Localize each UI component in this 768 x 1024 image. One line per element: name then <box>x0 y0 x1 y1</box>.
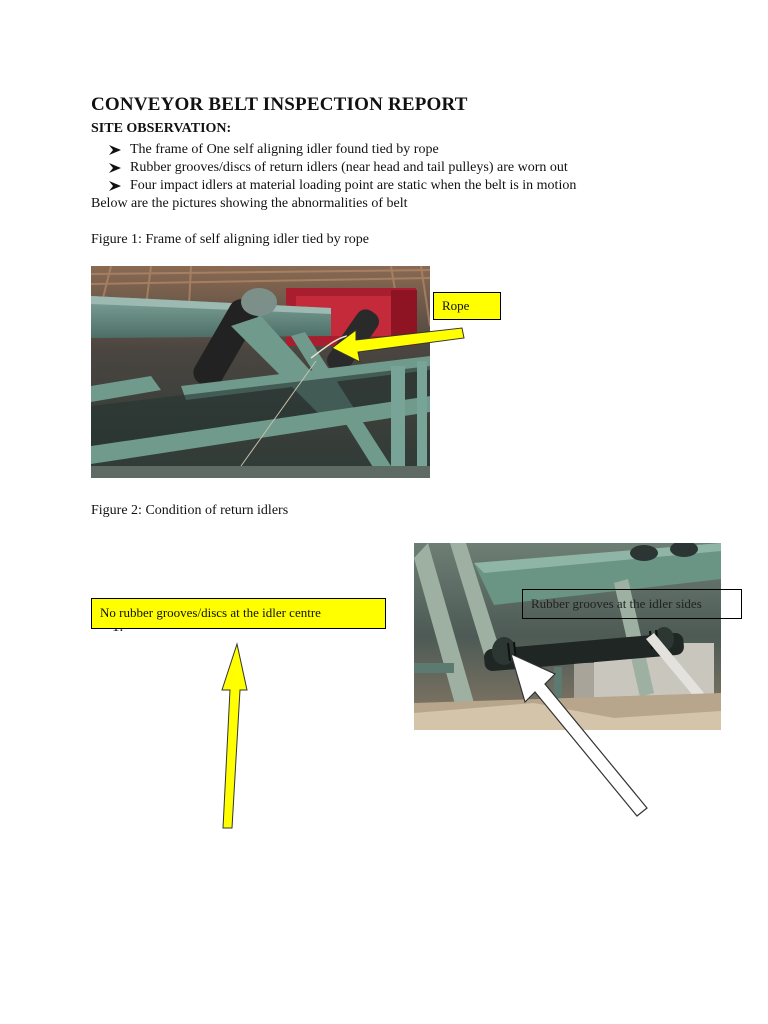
figure2-yellow-arrow <box>220 642 250 832</box>
arrow-bullet-icon <box>108 144 122 156</box>
observation-item <box>108 142 439 158</box>
intro-text: Below are the pictures showing the abnormalities of belt <box>91 196 408 211</box>
figure2-caption: Figure 2: Condition of return idlers <box>91 503 289 518</box>
observation-item <box>108 178 576 194</box>
grooves-sides-callout: Rubber grooves at the idler sides <box>522 589 742 619</box>
report-title: CONVEYOR BELT INSPECTION REPORT <box>91 94 468 115</box>
no-grooves-callout: No rubber grooves/discs at the idler centre <box>91 598 386 629</box>
figure1-yellow-arrow <box>330 322 470 362</box>
figure1-caption: Figure 1: Frame of self aligning idler tied by rope <box>91 232 369 247</box>
observation-item <box>108 160 568 176</box>
observation-text: The frame of One self aligning idler found tied by rope <box>130 142 439 157</box>
observation-text: Rubber grooves/discs of return idlers (near head and tail pulleys) are worn out <box>130 160 568 175</box>
rope-callout: Rope <box>433 292 501 320</box>
figure2-white-arrow <box>505 650 655 822</box>
arrow-bullet-icon <box>108 180 122 192</box>
figure1-photo <box>91 266 430 478</box>
section-heading: SITE OBSERVATION: <box>91 121 232 136</box>
arrow-bullet-icon <box>108 162 122 174</box>
observation-text: Four impact idlers at material loading point are static when the belt is in motion <box>130 178 577 193</box>
